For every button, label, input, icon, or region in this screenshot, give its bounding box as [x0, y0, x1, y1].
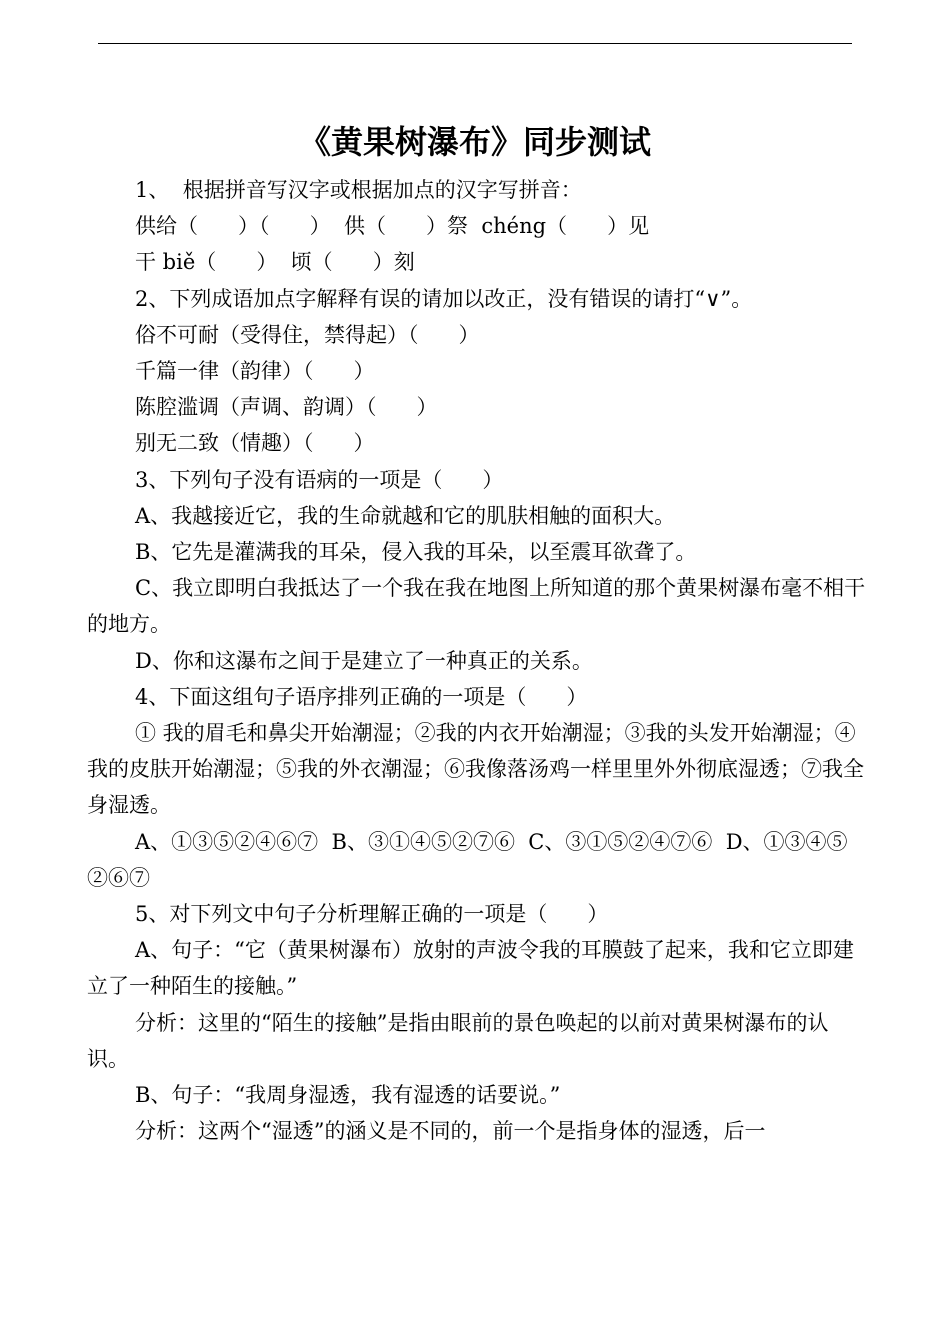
question-3-option-c: C、我立即明白我抵达了一个我在我在地图上所知道的那个黄果树瀑布毫不相干的地方。: [87, 576, 866, 637]
question-2-item-4: 别无二致（情趣）（ ）: [135, 431, 375, 456]
question-3-heading: 3、下列句子没有语病的一项是（ ）: [135, 467, 504, 492]
document-body: [87, 172, 867, 1149]
question-2-heading: 2、下列成语加点字解释有误的请加以改正，没有错误的请打“∨”。: [135, 286, 753, 311]
question-2-item-1: 俗不可耐（受得住，禁得起）（ ）: [135, 322, 480, 347]
question-5-analysis-b: 分析：这两个“湿透”的涵义是不同的，前一个是指身体的湿透，后一: [135, 1119, 766, 1144]
question-3-option-d: D、你和这瀑布之间于是建立了一种真正的关系。: [135, 648, 593, 673]
header-rule: [98, 43, 852, 44]
question-1-line-1: 供给（ ）（ ） 供（ ）祭 chéng（ ）见: [135, 214, 650, 239]
question-5-option-a: A、句子：“它（黄果树瀑布）放射的声波令我的耳膜鼓了起来，我和它立即建立了一种陌生的接触。”: [87, 938, 854, 999]
question-4-heading: 4、下面这组句子语序排列正确的一项是（ ）: [135, 684, 588, 709]
question-5-heading: 5、对下列文中句子分析理解正确的一项是（ ）: [135, 902, 609, 927]
question-3-option-b: B、它先是灌满我的耳朵，侵入我的耳朵，以至震耳欲聋了。: [135, 540, 697, 565]
question-2-item-3: 陈腔滥调（声调、韵调）（ ）: [135, 395, 438, 420]
question-4-options: A、①③⑤②④⑥⑦ B、③①④⑤②⑦⑥ C、③①⑤②④⑦⑥ D、①③④⑤②⑥⑦: [87, 829, 848, 890]
question-1-heading: 1、 根据拼音写汉字或根据加点的汉字写拼音：: [135, 178, 582, 202]
question-5-option-b: B、句子：“我周身湿透，我有湿透的话要说。”: [135, 1083, 561, 1108]
question-1-line-2: 干 biě（ ） 顷（ ）刻: [135, 250, 415, 275]
question-3-option-a: A、我越接近它，我的生命就越和它的肌肤相触的面积大。: [135, 503, 676, 528]
question-4-sentences: ① 我的眉毛和鼻尖开始潮湿；②我的内衣开始潮湿；③我的头发开始潮湿；④我的皮肤开始潮湿；⑤我的外衣潮湿；⑥我像落汤鸡一样里里外外彻底湿透；⑦我全身湿透。: [87, 721, 864, 818]
page-title: 《黄果树瀑布》同步测试: [298, 123, 651, 161]
question-5-analysis-a: 分析：这里的“陌生的接触”是指由眼前的景色唤起的以前对黄果树瀑布的认识。: [87, 1010, 829, 1071]
question-2-item-2: 千篇一律（韵律）（ ）: [135, 359, 375, 384]
